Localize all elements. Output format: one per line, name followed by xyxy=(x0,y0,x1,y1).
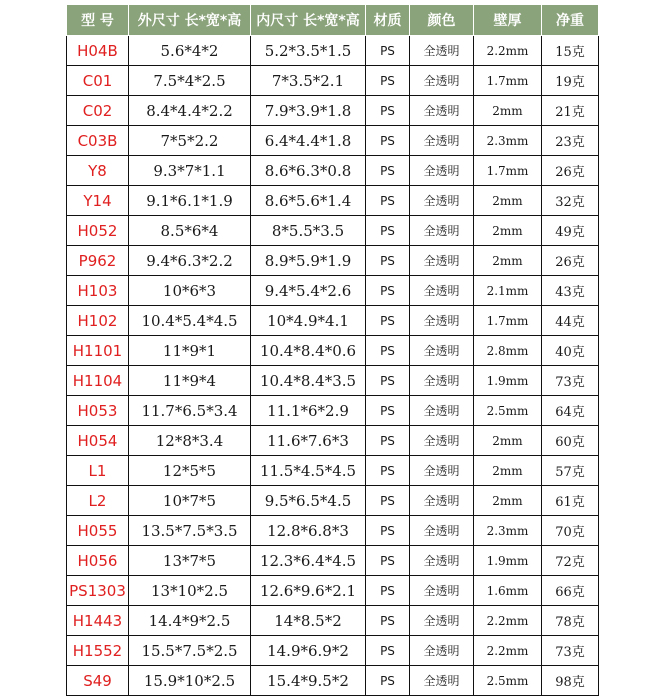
cell-inner-size: 10*4.9*4.1 xyxy=(251,306,366,336)
cell-net-weight: 61克 xyxy=(542,486,599,516)
cell-outer-size: 10*7*5 xyxy=(129,486,251,516)
header-outer-size: 外尺寸 长*宽*高 xyxy=(129,5,251,36)
cell-net-weight: 73克 xyxy=(542,636,599,666)
cell-net-weight: 49克 xyxy=(542,216,599,246)
cell-material: PS xyxy=(366,606,410,636)
cell-model: Y14 xyxy=(67,186,129,216)
cell-material: PS xyxy=(366,96,410,126)
cell-color: 全透明 xyxy=(410,66,474,96)
cell-outer-size: 5.6*4*2 xyxy=(129,36,251,66)
table-row xyxy=(67,36,599,66)
cell-outer-size: 15.9*10*2.5 xyxy=(129,666,251,696)
cell-wall-thickness: 2.2mm xyxy=(474,36,542,66)
header-model: 型 号 xyxy=(67,5,129,36)
table-row xyxy=(67,246,599,276)
cell-wall-thickness: 2mm xyxy=(474,246,542,276)
cell-net-weight: 70克 xyxy=(542,516,599,546)
cell-material: PS xyxy=(366,666,410,696)
cell-model: C02 xyxy=(67,96,129,126)
cell-material: PS xyxy=(366,366,410,396)
cell-net-weight: 64克 xyxy=(542,396,599,426)
cell-inner-size: 9.4*5.4*2.6 xyxy=(251,276,366,306)
cell-inner-size: 12.3*6.4*4.5 xyxy=(251,546,366,576)
cell-color: 全透明 xyxy=(410,126,474,156)
cell-wall-thickness: 2.8mm xyxy=(474,336,542,366)
cell-material: PS xyxy=(366,636,410,666)
cell-model: S49 xyxy=(67,666,129,696)
cell-material: PS xyxy=(366,546,410,576)
cell-outer-size: 12*8*3.4 xyxy=(129,426,251,456)
cell-wall-thickness: 2mm xyxy=(474,456,542,486)
cell-net-weight: 21克 xyxy=(542,96,599,126)
table-row xyxy=(67,666,599,696)
cell-color: 全透明 xyxy=(410,486,474,516)
cell-model: H1552 xyxy=(67,636,129,666)
cell-color: 全透明 xyxy=(410,636,474,666)
table-row xyxy=(67,336,599,366)
cell-color: 全透明 xyxy=(410,606,474,636)
cell-material: PS xyxy=(366,216,410,246)
cell-outer-size: 7*5*2.2 xyxy=(129,126,251,156)
cell-model: Y8 xyxy=(67,156,129,186)
cell-color: 全透明 xyxy=(410,546,474,576)
cell-wall-thickness: 2.3mm xyxy=(474,516,542,546)
table-row xyxy=(67,96,599,126)
cell-material: PS xyxy=(366,306,410,336)
cell-inner-size: 7.9*3.9*1.8 xyxy=(251,96,366,126)
cell-material: PS xyxy=(366,456,410,486)
cell-net-weight: 60克 xyxy=(542,426,599,456)
cell-wall-thickness: 2mm xyxy=(474,186,542,216)
cell-material: PS xyxy=(366,36,410,66)
cell-color: 全透明 xyxy=(410,396,474,426)
cell-color: 全透明 xyxy=(410,186,474,216)
cell-material: PS xyxy=(366,186,410,216)
table-row xyxy=(67,66,599,96)
cell-outer-size: 14.4*9*2.5 xyxy=(129,606,251,636)
cell-outer-size: 8.4*4.4*2.2 xyxy=(129,96,251,126)
cell-model: H055 xyxy=(67,516,129,546)
cell-material: PS xyxy=(366,486,410,516)
cell-color: 全透明 xyxy=(410,666,474,696)
cell-wall-thickness: 2mm xyxy=(474,96,542,126)
cell-outer-size: 9.4*6.3*2.2 xyxy=(129,246,251,276)
cell-outer-size: 9.3*7*1.1 xyxy=(129,156,251,186)
cell-outer-size: 15.5*7.5*2.5 xyxy=(129,636,251,666)
cell-material: PS xyxy=(366,246,410,276)
table-row xyxy=(67,606,599,636)
cell-net-weight: 57克 xyxy=(542,456,599,486)
cell-net-weight: 40克 xyxy=(542,336,599,366)
cell-inner-size: 8*5.5*3.5 xyxy=(251,216,366,246)
cell-inner-size: 11.1*6*2.9 xyxy=(251,396,366,426)
table-row xyxy=(67,576,599,606)
cell-material: PS xyxy=(366,66,410,96)
cell-inner-size: 11.6*7.6*3 xyxy=(251,426,366,456)
cell-outer-size: 11*9*4 xyxy=(129,366,251,396)
cell-model: H102 xyxy=(67,306,129,336)
cell-wall-thickness: 2.2mm xyxy=(474,606,542,636)
header-net-weight: 净重 xyxy=(542,5,599,36)
cell-inner-size: 6.4*4.4*1.8 xyxy=(251,126,366,156)
cell-outer-size: 11.7*6.5*3.4 xyxy=(129,396,251,426)
cell-net-weight: 32克 xyxy=(542,186,599,216)
cell-inner-size: 8.6*6.3*0.8 xyxy=(251,156,366,186)
cell-model: P962 xyxy=(67,246,129,276)
spec-table-container xyxy=(66,4,598,690)
cell-inner-size: 8.9*5.9*1.9 xyxy=(251,246,366,276)
cell-inner-size: 12.6*9.6*2.1 xyxy=(251,576,366,606)
table-row xyxy=(67,216,599,246)
cell-color: 全透明 xyxy=(410,366,474,396)
cell-color: 全透明 xyxy=(410,336,474,366)
cell-wall-thickness: 2.3mm xyxy=(474,126,542,156)
cell-material: PS xyxy=(366,426,410,456)
table-row xyxy=(67,516,599,546)
cell-model: C03B xyxy=(67,126,129,156)
cell-material: PS xyxy=(366,336,410,366)
cell-inner-size: 9.5*6.5*4.5 xyxy=(251,486,366,516)
cell-net-weight: 44克 xyxy=(542,306,599,336)
cell-net-weight: 98克 xyxy=(542,666,599,696)
cell-model: H054 xyxy=(67,426,129,456)
cell-color: 全透明 xyxy=(410,306,474,336)
cell-model: H04B xyxy=(67,36,129,66)
table-row xyxy=(67,276,599,306)
cell-model: H053 xyxy=(67,396,129,426)
cell-inner-size: 15.4*9.5*2 xyxy=(251,666,366,696)
cell-net-weight: 78克 xyxy=(542,606,599,636)
cell-outer-size: 12*5*5 xyxy=(129,456,251,486)
table-row xyxy=(67,636,599,666)
cell-outer-size: 10.4*5.4*4.5 xyxy=(129,306,251,336)
cell-material: PS xyxy=(366,276,410,306)
table-row xyxy=(67,486,599,516)
cell-inner-size: 7*3.5*2.1 xyxy=(251,66,366,96)
cell-inner-size: 8.6*5.6*1.4 xyxy=(251,186,366,216)
cell-model: H103 xyxy=(67,276,129,306)
cell-color: 全透明 xyxy=(410,516,474,546)
cell-wall-thickness: 1.7mm xyxy=(474,306,542,336)
header-inner-size: 内尺寸 长*宽*高 xyxy=(251,5,366,36)
table-row xyxy=(67,366,599,396)
table-row xyxy=(67,546,599,576)
cell-outer-size: 9.1*6.1*1.9 xyxy=(129,186,251,216)
cell-wall-thickness: 1.7mm xyxy=(474,156,542,186)
cell-inner-size: 10.4*8.4*3.5 xyxy=(251,366,366,396)
cell-color: 全透明 xyxy=(410,456,474,486)
header-color: 颜色 xyxy=(410,5,474,36)
cell-outer-size: 13*7*5 xyxy=(129,546,251,576)
cell-inner-size: 11.5*4.5*4.5 xyxy=(251,456,366,486)
cell-outer-size: 13*10*2.5 xyxy=(129,576,251,606)
cell-net-weight: 19克 xyxy=(542,66,599,96)
header-wall-thickness: 壁厚 xyxy=(474,5,542,36)
cell-material: PS xyxy=(366,576,410,606)
cell-net-weight: 73克 xyxy=(542,366,599,396)
cell-outer-size: 10*6*3 xyxy=(129,276,251,306)
cell-model: PS1303 xyxy=(67,576,129,606)
cell-material: PS xyxy=(366,396,410,426)
cell-wall-thickness: 2mm xyxy=(474,216,542,246)
cell-material: PS xyxy=(366,156,410,186)
cell-model: L2 xyxy=(67,486,129,516)
cell-inner-size: 12.8*6.8*3 xyxy=(251,516,366,546)
cell-wall-thickness: 1.7mm xyxy=(474,66,542,96)
cell-net-weight: 15克 xyxy=(542,36,599,66)
cell-wall-thickness: 1.9mm xyxy=(474,366,542,396)
cell-inner-size: 5.2*3.5*1.5 xyxy=(251,36,366,66)
cell-outer-size: 7.5*4*2.5 xyxy=(129,66,251,96)
cell-net-weight: 66克 xyxy=(542,576,599,606)
cell-color: 全透明 xyxy=(410,576,474,606)
header-material: 材质 xyxy=(366,5,410,36)
cell-wall-thickness: 2mm xyxy=(474,486,542,516)
cell-outer-size: 8.5*6*4 xyxy=(129,216,251,246)
cell-wall-thickness: 2.2mm xyxy=(474,636,542,666)
cell-model: H1101 xyxy=(67,336,129,366)
table-row xyxy=(67,126,599,156)
cell-wall-thickness: 2.5mm xyxy=(474,666,542,696)
table-row xyxy=(67,426,599,456)
table-row xyxy=(67,156,599,186)
cell-color: 全透明 xyxy=(410,36,474,66)
cell-inner-size: 14*8.5*2 xyxy=(251,606,366,636)
cell-color: 全透明 xyxy=(410,276,474,306)
cell-color: 全透明 xyxy=(410,246,474,276)
cell-model: L1 xyxy=(67,456,129,486)
cell-net-weight: 43克 xyxy=(542,276,599,306)
cell-material: PS xyxy=(366,516,410,546)
table-header-row xyxy=(67,5,599,36)
cell-wall-thickness: 2.5mm xyxy=(474,396,542,426)
cell-color: 全透明 xyxy=(410,156,474,186)
table-row xyxy=(67,306,599,336)
cell-net-weight: 23克 xyxy=(542,126,599,156)
cell-inner-size: 14.9*6.9*2 xyxy=(251,636,366,666)
cell-material: PS xyxy=(366,126,410,156)
cell-model: H1443 xyxy=(67,606,129,636)
cell-inner-size: 10.4*8.4*0.6 xyxy=(251,336,366,366)
cell-color: 全透明 xyxy=(410,426,474,456)
cell-model: C01 xyxy=(67,66,129,96)
table-row xyxy=(67,396,599,426)
cell-wall-thickness: 2mm xyxy=(474,426,542,456)
cell-model: H052 xyxy=(67,216,129,246)
cell-model: H056 xyxy=(67,546,129,576)
cell-color: 全透明 xyxy=(410,96,474,126)
cell-net-weight: 26克 xyxy=(542,156,599,186)
table-row xyxy=(67,186,599,216)
cell-model: H1104 xyxy=(67,366,129,396)
product-spec-table xyxy=(66,4,599,696)
cell-wall-thickness: 1.9mm xyxy=(474,546,542,576)
cell-outer-size: 11*9*1 xyxy=(129,336,251,366)
cell-net-weight: 26克 xyxy=(542,246,599,276)
cell-wall-thickness: 1.6mm xyxy=(474,576,542,606)
cell-outer-size: 13.5*7.5*3.5 xyxy=(129,516,251,546)
table-row xyxy=(67,456,599,486)
cell-wall-thickness: 2.1mm xyxy=(474,276,542,306)
cell-color: 全透明 xyxy=(410,216,474,246)
cell-net-weight: 72克 xyxy=(542,546,599,576)
